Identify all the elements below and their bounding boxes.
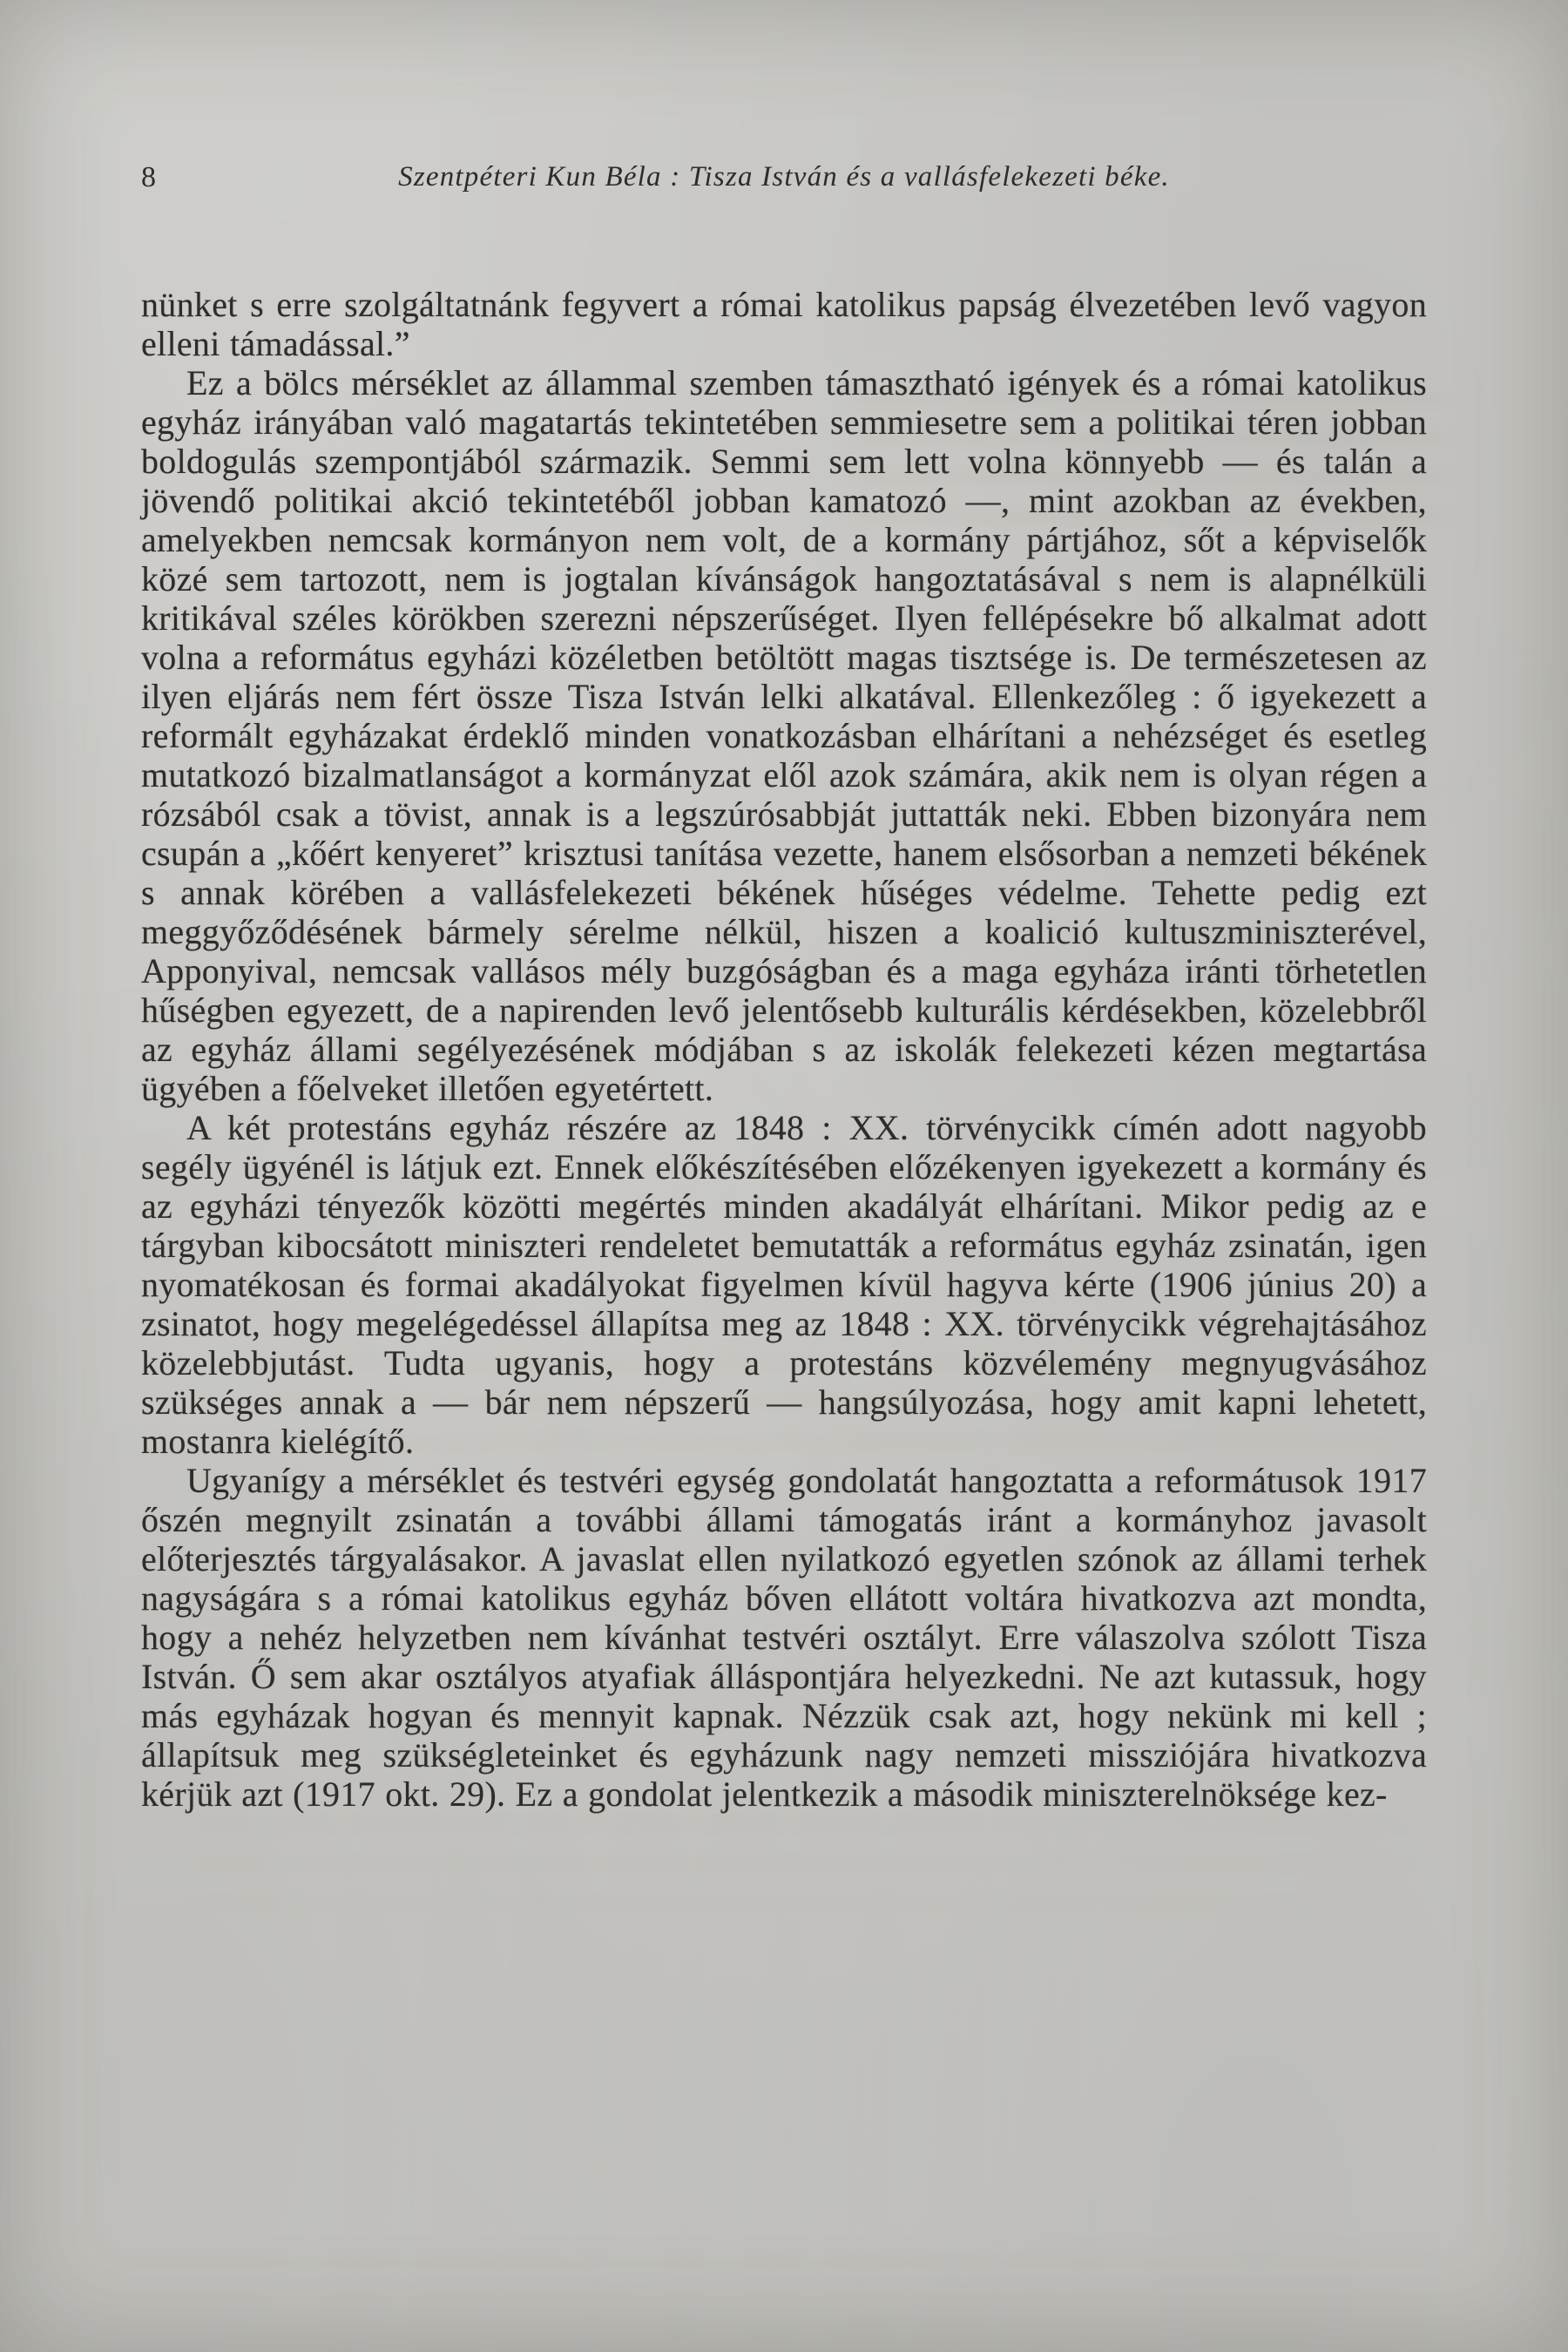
page-number: 8 [141,161,157,193]
page-header [141,161,1427,201]
paragraph: A két protestáns egyház részére az 1848 : XX. törvénycikk címén adott nagyobb segély ügyénél is látjuk ezt. Ennek előkészítésében előzékenyen igyekezett a kormány és az egyházi tényezők közötti megértés minden akadályát elhárítani. Mikor pedig az e tárgyban kibocsátott miniszteri rendeletet bemutatták a református egyház zsinatán, igen nyomatékosan és formai akadályokat figyelmen kívül hagyva kérte (1906 június 20) a zsinatot, hogy megelégedéssel állapítsa meg az 1848 : XX. törvénycikk végrehajtásához közelebbjutást. Tudta ugyanis, hogy a protestáns közvélemény megnyugvásához szükséges annak a — bár nem népszerű — hangsúlyozása, hogy amit kapni lehetett, mostanra kielégítő. [141,1108,1427,1461]
bleed-through-artifact [192,1812,1411,1908]
running-title: Szentpéteri Kun Béla : Tisza István és a vallásfelekezeti béke. [398,161,1170,193]
paragraph: Ez a bölcs mérséklet az állammal szemben támasztható igények és a római katolikus egyház irányában való magatartás tekintetében semmiesetre sem a politikai téren jobban boldogulás szempontjából származik. Semmi sem lett volna könnyebb — és talán a jövendő politikai akció tekintetéből jobban kamatozó —, mint azokban az években, amelyekben nemcsak kormányon nem volt, de a kormány pártjához, sőt a képviselők közé sem tartozott, nem is jogtalan kívánságok hangoztatásával s nem is alapnélküli kritikával széles körökben szerezni népszerűséget. Ilyen fellépésekre bő alkalmat adott volna a református egyházi közéletben betöltött magas tisztsége is. De természetesen az ilyen eljárás nem fért össze Tisza István lelki alkatával. Ellenkezőleg : ő igyekezett a reformált egyházakat érdeklő minden vonatkozásban elhárítani a nehézséget és esetleg mutatkozó bizalmatlanságot a kormányzat elől azok számára, akik nem is olyan régen a rózsából csak a tövist, annak is a legszúrósabbját juttatták neki. Ebben bizonyára nem csupán a „kőért kenyeret” krisztusi tanítása vezette, hanem elsősorban a nemzeti békének s annak körében a vallásfelekezeti békének hűséges védelme. Tehette pedig ezt meggyőződésének bármely sérelme nélkül, hiszen a koalició kultuszminiszterével, Apponyival, nemcsak vallásos mély buzgóságban és a maga egyháza iránti törhetetlen hűségben egyezett, de a napirenden levő jelentősebb kulturális kérdésekben, közelebbről az egyház állami segélyezésének módjában s az iskolák felekezeti kézen megtartása ügyében a főelveket illetően egyetértett. [141,363,1427,1108]
body-text [141,285,1427,1814]
paragraph-continuation: nünket s erre szolgáltatnánk fegyvert a római katolikus papság élvezetében levő vagyon elleni támadással.” [141,285,1427,363]
paragraph: Ugyanígy a mérséklet és testvéri egység gondolatát hangoztatta a reformátusok 1917 őszén megnyilt zsinatán a további állami támogatás iránt a kormányhoz javasolt előterjesztés tárgyalásakor. A javaslat ellen nyilatkozó egyetlen szónok az állami terhek nagyságára s a római katolikus egyház bőven ellátott voltára hivatkozva azt mondta, hogy a nehéz helyzetben nem kívánhat testvéri osztályt. Erre válaszolva szólott Tisza István. Ő sem akar osztályos atyafiak álláspontjára helyezkedni. Ne azt kutassuk, hogy más egyházak hogyan és mennyit kapnak. Nézzük csak azt, hogy nekünk mi kell ; állapítsuk meg szükségleteinket és egyházunk nagy nemzeti missziójára hivatkozva kérjük azt (1917 okt. 29). Ez a gondolat jelentkezik a második miniszterelnöksége kez- [141,1461,1427,1814]
